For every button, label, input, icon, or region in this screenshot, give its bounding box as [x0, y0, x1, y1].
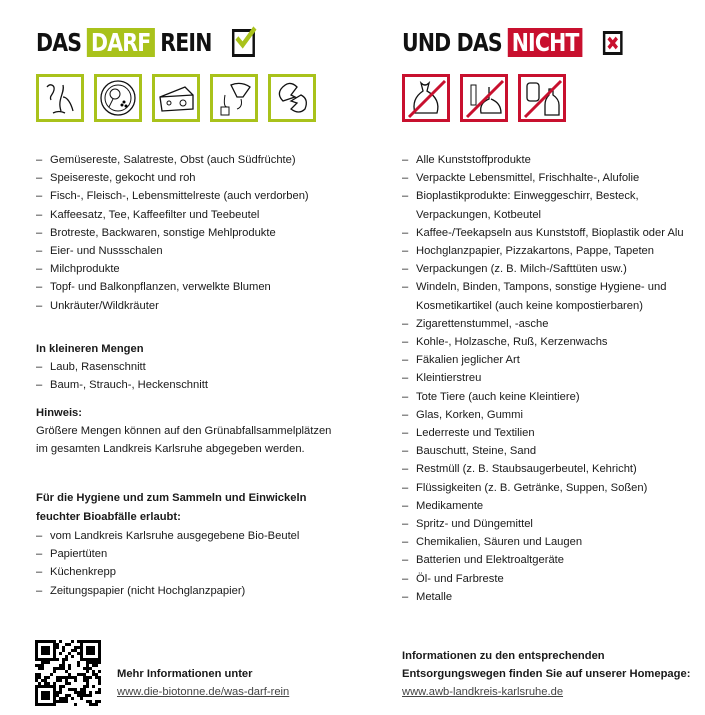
heading-highlight: DARF [87, 28, 155, 57]
list-item: – Kaffeesatz, Tee, Kaffeefilter und Teebeutel [36, 206, 309, 224]
list-item: – Flüssigkeiten (z. B. Getränke, Suppen, Soßen) [402, 479, 684, 497]
heading-text: DAS [36, 28, 82, 57]
list-item: – Kleintierstreu [402, 369, 684, 387]
cross-icon [603, 31, 623, 55]
list-item: – Kaffee-/Teekapseln aus Kunststoff, Bioplastik oder Alu [402, 224, 684, 242]
food-plate-icon [94, 74, 142, 122]
biotonne-link[interactable]: www.die-biotonne.de/was-darf-rein [117, 686, 290, 698]
list-item: – vom Landkreis Karlsruhe ausgegebene Bio-Beutel [36, 527, 299, 545]
list-item: – Lederreste und Textilien [402, 424, 684, 442]
list-item: – Spritz- und Düngemittel [402, 515, 684, 533]
list-item: – Hochglanzpapier, Pizzakartons, Pappe, Tapeten [402, 242, 684, 260]
list-item: – Unkräuter/Wildkräuter [36, 297, 309, 315]
list-item: – Brotreste, Backwaren, sonstige Mehlprodukte [36, 224, 309, 242]
note-heading: Hinweis: [36, 407, 83, 419]
small-quantities-heading: In kleineren Mengen [36, 343, 144, 355]
coffee-filter-teabag-icon [210, 74, 258, 122]
list-item: – Bauschutt, Steine, Sand [402, 442, 684, 460]
list-item: – Metalle [402, 588, 684, 606]
list-item: – Alle Kunststoffprodukte [402, 151, 684, 169]
list-item: – Laub, Rasenschnitt [36, 358, 208, 376]
hygiene-heading: Für die Hygiene und zum Sammeln und Einwickeln [36, 492, 307, 504]
list-item: – Baum-, Strauch-, Heckenschnitt [36, 376, 208, 394]
list-item: – Öl- und Farbreste [402, 570, 684, 588]
checkmark-icon [232, 29, 255, 57]
list-item: – Bioplastikprodukte: Einweggeschirr, Besteck, [402, 187, 684, 205]
more-info-label: Mehr Informationen unter [117, 668, 253, 680]
no-plastic-bag-icon [402, 74, 450, 122]
heading-highlight: NICHT [508, 28, 583, 57]
awb-link[interactable]: www.awb-landkreis-karlsruhe.de [402, 686, 564, 698]
list-item: – Chemikalien, Säuren und Laugen [402, 533, 684, 551]
fruit-vegetable-scraps-icon [36, 74, 84, 122]
heading-text: REIN [160, 28, 212, 57]
list-item: – Papiertüten [36, 545, 299, 563]
list-item: – Küchenkrepp [36, 563, 299, 581]
list-item: – Speisereste, gekocht und roh [36, 169, 309, 187]
list-item: – Zeitungspapier (nicht Hochglanzpapier) [36, 582, 299, 600]
list-item: – Restmüll (z. B. Staubsaugerbeutel, Kehricht) [402, 460, 684, 478]
no-glass-metal-icon [518, 74, 566, 122]
info-text: Informationen zu den entsprechenden [402, 650, 605, 662]
hygiene-heading: feuchter Bioabfälle erlaubt: [36, 511, 181, 523]
info-text: Entsorgungswegen finden Sie auf unserer Homepage: [402, 668, 691, 680]
cheese-icon [152, 74, 200, 122]
list-item: – Medikamente [402, 497, 684, 515]
list-item: – Kohle-, Holzasche, Ruß, Kerzenwachs [402, 333, 684, 351]
list-item: – Eier- und Nussschalen [36, 242, 309, 260]
list-item: – Fäkalien jeglicher Art [402, 351, 684, 369]
list-item: Kosmetikartikel (auch keine kompostierbaren) [416, 299, 643, 312]
note-text: Größere Mengen können auf den Grünabfallsammelplätzen [36, 425, 332, 437]
list-item: – Milchprodukte [36, 260, 309, 278]
list-item: – Topf- und Balkonpflanzen, verwelkte Blumen [36, 278, 309, 296]
not-allowed-heading [402, 28, 623, 57]
allowed-heading [36, 28, 255, 57]
list-item: – Verpackungen (z. B. Milch-/Safttüten usw.) [402, 260, 684, 278]
no-sweepings-icon [460, 74, 508, 122]
qr-code[interactable] [35, 640, 101, 706]
list-item: – Windeln, Binden, Tampons, sonstige Hygiene- und [402, 278, 684, 296]
list-item: – Gemüsereste, Salatreste, Obst (auch Südfrüchte) [36, 151, 309, 169]
list-item: – Verpackte Lebensmittel, Frischhalte-, Alufolie [402, 169, 684, 187]
list-item: Verpackungen, Kotbeutel [416, 208, 542, 221]
list-item: – Zigarettenstummel, -asche [402, 315, 684, 333]
eggshell-icon [268, 74, 316, 122]
heading-text: UND DAS [402, 28, 502, 57]
list-item: – Fisch-, Fleisch-, Lebensmittelreste (auch verdorben) [36, 187, 309, 205]
note-text: im gesamten Landkreis Karlsruhe abgegeben werden. [36, 443, 305, 455]
list-item: – Tote Tiere (auch keine Kleintiere) [402, 388, 684, 406]
list-item: – Batterien und Elektroaltgeräte [402, 551, 684, 569]
list-item: – Glas, Korken, Gummi [402, 406, 684, 424]
